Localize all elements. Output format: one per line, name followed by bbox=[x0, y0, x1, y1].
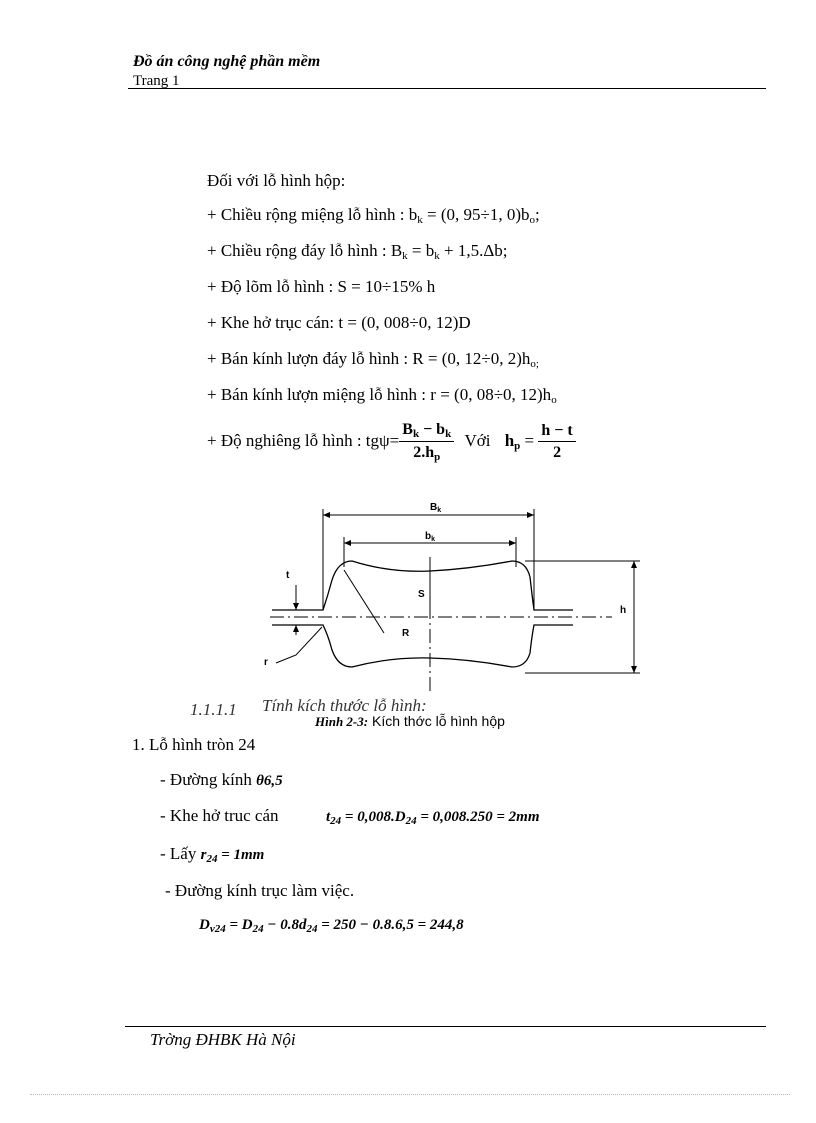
r-big-leader bbox=[344, 570, 384, 633]
formula-bottom-width: + Chiều rộng đáy lỗ hình : $B_k = b_k + 1,5.\Delta b$; bbox=[207, 241, 508, 262]
roll-gap-formula: $t_{24} = 0,008.D_{24} = 0,008.250 = 2mm$ bbox=[326, 809, 540, 827]
label-Bk: $B_k$ bbox=[430, 502, 442, 514]
section-heading: Tính kích thước lỗ hình: bbox=[262, 696, 427, 715]
page-bottom-guide bbox=[30, 1094, 790, 1095]
lower-roll-profile bbox=[272, 625, 573, 667]
arrow-head bbox=[293, 603, 299, 610]
arrow-head bbox=[323, 512, 330, 518]
formula-bottom-radius: + Bán kính lượn đáy lỗ hình : R = (0, 12÷0, $2)h_{o;}$ bbox=[207, 349, 539, 370]
header-divider bbox=[128, 88, 766, 89]
formula-concavity: + Độ lõm lỗ hình : S = 10÷15% h bbox=[207, 277, 436, 296]
formula-mouth-radius: + Bán kính lượn miệng lỗ hình : r = (0, 08÷0, $12)h_o$ bbox=[207, 385, 557, 406]
working-diameter-formula: $D_{v24} = D_{24} - 0.8d_{24} = 250 - 0.8.6,5 = 244,8$ bbox=[199, 917, 464, 935]
r-small-leader bbox=[276, 627, 322, 663]
footer-divider bbox=[125, 1026, 766, 1027]
intro-line: Đối với lỗ hình hộp: bbox=[207, 171, 346, 190]
arrow-head bbox=[509, 540, 516, 546]
arrow-head bbox=[631, 561, 637, 568]
label-bk: $b_k$ bbox=[425, 531, 436, 543]
formula-roll-gap: + Khe hở trục cán: t = (0, 008÷0, 12)D bbox=[207, 313, 471, 332]
box-pass-diagram bbox=[260, 495, 650, 695]
label-r: r bbox=[264, 657, 268, 668]
roll-gap-line: - Khe hở truc cán bbox=[160, 806, 279, 825]
label-h: h bbox=[620, 605, 627, 616]
label-t: t bbox=[286, 570, 290, 581]
arrow-head bbox=[293, 625, 299, 632]
take-r-line: - Lấy $r_{24} = 1mm$ bbox=[160, 844, 265, 865]
subsection-title: 1. Lỗ hình tròn 24 bbox=[132, 735, 256, 754]
working-diameter-line: - Đường kính trục làm việc. bbox=[165, 881, 355, 900]
label-R: R bbox=[402, 628, 410, 639]
label-S: S bbox=[418, 589, 425, 600]
arrow-head bbox=[344, 540, 351, 546]
arrow-head bbox=[631, 666, 637, 673]
arrow-head bbox=[527, 512, 534, 518]
diameter-line: - Đường kính θ6,5 bbox=[160, 770, 283, 789]
footer-text: Trờng ĐHBK Hà Nội bbox=[150, 1030, 296, 1049]
header-page-number: Trang 1 bbox=[133, 73, 180, 89]
formula-slope: + Độ nghiêng lỗ hình : tgψ= $\frac{B_k - b_k}{2.h_p}$ Với $h_p$ = $\frac{h - t}{2}$ bbox=[207, 421, 576, 463]
header-title: Đồ án công nghệ phần mềm bbox=[133, 53, 321, 70]
upper-roll-profile bbox=[272, 561, 573, 610]
hp-fraction: $\frac{h - t}{2}$ bbox=[538, 422, 575, 462]
slope-fraction: $\frac{B_k - b_k}{2.h_p}$ bbox=[399, 421, 454, 463]
formula-mouth-width: + Chiều rộng miệng lỗ hình : $b_k = (0$, 95÷1, $0)b_o$; bbox=[207, 205, 540, 226]
section-number: 1.1.1.1 bbox=[190, 700, 237, 719]
figure-caption: Hình 2-3: Kích thớc lỗ hình hộp bbox=[315, 713, 505, 729]
